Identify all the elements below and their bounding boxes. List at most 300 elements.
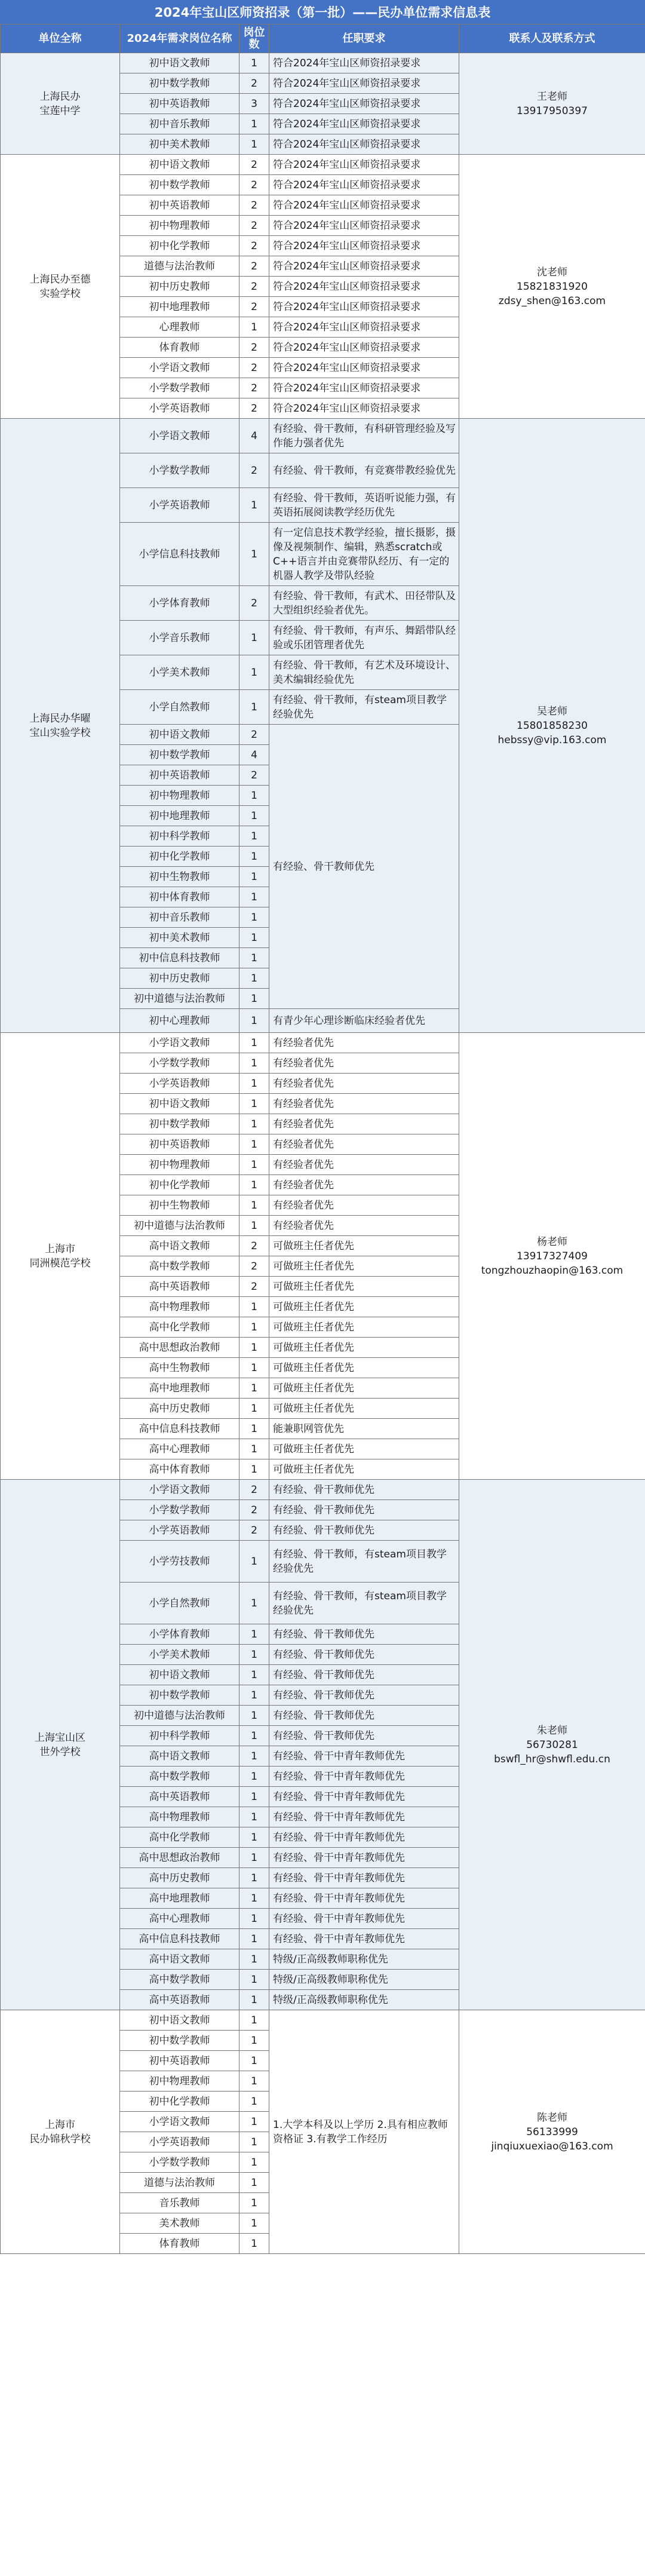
position-count: 1 bbox=[239, 968, 269, 989]
position-count: 2 bbox=[239, 195, 269, 216]
contact-info: 沈老师 15821831920 zdsy_shen@163.com bbox=[459, 155, 645, 419]
requirement-text: 有经验、骨干中青年教师优先 bbox=[269, 1767, 459, 1787]
position-count: 1 bbox=[239, 1949, 269, 1970]
position-count: 1 bbox=[239, 53, 269, 73]
requirement-text: 符合2024年宝山区师资招录要求 bbox=[269, 155, 459, 175]
position-name: 初中物理教师 bbox=[120, 1155, 239, 1175]
position-name: 心理教师 bbox=[120, 317, 239, 338]
position-count: 1 bbox=[239, 2213, 269, 2234]
requirement-text: 有经验者优先 bbox=[269, 1134, 459, 1155]
position-count: 1 bbox=[239, 1888, 269, 1909]
position-count: 1 bbox=[239, 1175, 269, 1195]
position-name: 小学数学教师 bbox=[120, 2152, 239, 2173]
requirement-text: 有经验者优先 bbox=[269, 1053, 459, 1074]
requirement-text: 有经验、骨干中青年教师优先 bbox=[269, 1787, 459, 1807]
position-count: 2 bbox=[239, 1236, 269, 1256]
requirement-text: 有一定信息技术教学经验，擅长摄影，摄像及视频制作、编辑，熟悉scratch或C++语言并由竞赛带队经历、有一定的机器人教学及带队经验 bbox=[269, 523, 459, 586]
position-name: 初中体育教师 bbox=[120, 887, 239, 907]
position-count: 4 bbox=[239, 745, 269, 765]
position-name: 高中语文教师 bbox=[120, 1746, 239, 1767]
position-count: 1 bbox=[239, 2152, 269, 2173]
requirement-text: 符合2024年宝山区师资招录要求 bbox=[269, 317, 459, 338]
position-count: 1 bbox=[239, 1419, 269, 1439]
position-count: 1 bbox=[239, 1338, 269, 1358]
school-name: 上海市 民办锦秋学校 bbox=[1, 2010, 120, 2254]
school-name: 上海市 同洲模范学校 bbox=[1, 1033, 120, 1480]
position-name: 高中语文教师 bbox=[120, 1949, 239, 1970]
header-requirements: 任职要求 bbox=[269, 24, 459, 53]
position-name: 初中美术教师 bbox=[120, 928, 239, 948]
position-name: 体育教师 bbox=[120, 2234, 239, 2254]
requirement-text: 有经验者优先 bbox=[269, 1155, 459, 1175]
position-count: 2 bbox=[239, 236, 269, 256]
position-name: 小学数学教师 bbox=[120, 1053, 239, 1074]
position-count: 1 bbox=[239, 2071, 269, 2092]
requirement-text: 可做班主任者优先 bbox=[269, 1399, 459, 1419]
position-name: 小学体育教师 bbox=[120, 1624, 239, 1645]
position-count: 1 bbox=[239, 1541, 269, 1583]
position-name: 初中物理教师 bbox=[120, 786, 239, 806]
position-name: 高中物理教师 bbox=[120, 1807, 239, 1827]
position-name: 高中生物教师 bbox=[120, 1358, 239, 1378]
position-name: 初中道德与法治教师 bbox=[120, 1706, 239, 1726]
position-count: 1 bbox=[239, 2112, 269, 2132]
position-count: 2 bbox=[239, 398, 269, 419]
position-name: 初中地理教师 bbox=[120, 806, 239, 826]
requirement-text: 特级/正高级教师职称优先 bbox=[269, 1949, 459, 1970]
requirement-text: 符合2024年宝山区师资招录要求 bbox=[269, 195, 459, 216]
position-count: 1 bbox=[239, 1929, 269, 1949]
requirement-text: 可做班主任者优先 bbox=[269, 1338, 459, 1358]
position-count: 1 bbox=[239, 1297, 269, 1317]
position-name: 初中化学教师 bbox=[120, 236, 239, 256]
position-name: 初中数学教师 bbox=[120, 175, 239, 195]
requirement-text: 符合2024年宝山区师资招录要求 bbox=[269, 398, 459, 419]
requirement-text: 有经验、骨干教师，有声乐、舞蹈带队经验或乐团管理者优先 bbox=[269, 621, 459, 655]
position-name: 道德与法治教师 bbox=[120, 2173, 239, 2193]
position-count: 1 bbox=[239, 1216, 269, 1236]
position-name: 初中历史教师 bbox=[120, 277, 239, 297]
position-name: 初中数学教师 bbox=[120, 745, 239, 765]
position-name: 音乐教师 bbox=[120, 2193, 239, 2213]
position-name: 初中历史教师 bbox=[120, 968, 239, 989]
requirement-text: 符合2024年宝山区师资招录要求 bbox=[269, 338, 459, 358]
position-count: 2 bbox=[239, 256, 269, 277]
position-name: 小学语文教师 bbox=[120, 419, 239, 453]
requirement-text: 有经验、骨干教师，有steam项目教学经验优先 bbox=[269, 690, 459, 725]
position-name: 初中英语教师 bbox=[120, 94, 239, 114]
position-name: 高中英语教师 bbox=[120, 1787, 239, 1807]
position-count: 1 bbox=[239, 1094, 269, 1114]
position-name: 高中思想政治教师 bbox=[120, 1848, 239, 1868]
position-count: 1 bbox=[239, 2132, 269, 2152]
position-name: 高中地理教师 bbox=[120, 1378, 239, 1399]
table-row bbox=[1, 53, 645, 73]
position-name: 初中信息科技教师 bbox=[120, 948, 239, 968]
page-title: 2024年宝山区师资招录（第一批）——民办单位需求信息表 bbox=[0, 0, 645, 24]
position-name: 初中科学教师 bbox=[120, 1726, 239, 1746]
position-count: 1 bbox=[239, 1134, 269, 1155]
position-count: 1 bbox=[239, 523, 269, 586]
position-count: 1 bbox=[239, 1155, 269, 1175]
header-position: 2024年需求岗位名称 bbox=[120, 24, 239, 53]
position-name: 初中语文教师 bbox=[120, 725, 239, 745]
position-name: 高中化学教师 bbox=[120, 1317, 239, 1338]
requirement-text: 有经验者优先 bbox=[269, 1033, 459, 1053]
position-count: 2 bbox=[239, 1277, 269, 1297]
position-count: 1 bbox=[239, 1970, 269, 1990]
requirement-text: 有青少年心理诊断临床经验者优先 bbox=[269, 1009, 459, 1033]
requirement-text: 有经验、骨干中青年教师优先 bbox=[269, 1746, 459, 1767]
position-count: 2 bbox=[239, 765, 269, 786]
position-name: 小学数学教师 bbox=[120, 1500, 239, 1520]
requirement-text: 符合2024年宝山区师资招录要求 bbox=[269, 134, 459, 155]
requirement-text: 1.大学本科及以上学历 2.具有相应教师资格证 3.有教学工作经历 bbox=[269, 2010, 459, 2254]
requirement-text: 有经验、骨干教师优先 bbox=[269, 1685, 459, 1706]
requirement-text: 有经验、骨干中青年教师优先 bbox=[269, 1848, 459, 1868]
position-count: 1 bbox=[239, 948, 269, 968]
position-name: 初中物理教师 bbox=[120, 2071, 239, 2092]
table-row bbox=[1, 2010, 645, 2031]
position-name: 小学英语教师 bbox=[120, 398, 239, 419]
position-count: 1 bbox=[239, 2051, 269, 2071]
requirement-text: 可做班主任者优先 bbox=[269, 1439, 459, 1459]
contact-info: 王老师 13917950397 bbox=[459, 53, 645, 155]
position-count: 2 bbox=[239, 277, 269, 297]
requirement-text: 有经验、骨干教师，有steam项目教学经验优先 bbox=[269, 1583, 459, 1624]
position-count: 1 bbox=[239, 1439, 269, 1459]
position-count: 1 bbox=[239, 1990, 269, 2010]
position-name: 初中语文教师 bbox=[120, 53, 239, 73]
requirement-text: 有经验、骨干教师优先 bbox=[269, 1480, 459, 1500]
position-count: 1 bbox=[239, 1868, 269, 1888]
position-count: 1 bbox=[239, 134, 269, 155]
position-name: 小学自然教师 bbox=[120, 690, 239, 725]
position-name: 高中地理教师 bbox=[120, 1888, 239, 1909]
school-name: 上海宝山区 世外学校 bbox=[1, 1480, 120, 2010]
position-name: 小学英语教师 bbox=[120, 2132, 239, 2152]
contact-info: 陈老师 56133999 jinqiuxuexiao@163.com bbox=[459, 2010, 645, 2254]
position-count: 1 bbox=[239, 1053, 269, 1074]
position-name: 小学数学教师 bbox=[120, 453, 239, 488]
requirement-text: 有经验、骨干教师优先 bbox=[269, 1706, 459, 1726]
contact-info: 吴老师 15801858230 hebssy@vip.163.com bbox=[459, 419, 645, 1033]
requirement-text: 符合2024年宝山区师资招录要求 bbox=[269, 378, 459, 398]
requirement-text: 有经验者优先 bbox=[269, 1114, 459, 1134]
position-count: 2 bbox=[239, 73, 269, 94]
position-count: 1 bbox=[239, 2173, 269, 2193]
requirement-text: 符合2024年宝山区师资招录要求 bbox=[269, 277, 459, 297]
table-row bbox=[1, 155, 645, 175]
position-count: 1 bbox=[239, 1685, 269, 1706]
position-count: 1 bbox=[239, 1807, 269, 1827]
position-name: 高中语文教师 bbox=[120, 1236, 239, 1256]
position-name: 高中体育教师 bbox=[120, 1459, 239, 1480]
requirement-text: 符合2024年宝山区师资招录要求 bbox=[269, 94, 459, 114]
position-name: 初中英语教师 bbox=[120, 765, 239, 786]
requirement-text: 有经验者优先 bbox=[269, 1216, 459, 1236]
position-count: 1 bbox=[239, 806, 269, 826]
requirement-text: 可做班主任者优先 bbox=[269, 1378, 459, 1399]
position-count: 1 bbox=[239, 1317, 269, 1338]
requirement-text: 有经验者优先 bbox=[269, 1074, 459, 1094]
requirement-text: 可做班主任者优先 bbox=[269, 1236, 459, 1256]
position-name: 小学美术教师 bbox=[120, 1645, 239, 1665]
position-name: 初中美术教师 bbox=[120, 134, 239, 155]
position-count: 1 bbox=[239, 1909, 269, 1929]
requirement-text: 有经验、骨干教师优先 bbox=[269, 725, 459, 1009]
requirement-text: 可做班主任者优先 bbox=[269, 1358, 459, 1378]
requirement-text: 可做班主任者优先 bbox=[269, 1277, 459, 1297]
position-name: 小学英语教师 bbox=[120, 1520, 239, 1541]
position-name: 初中化学教师 bbox=[120, 1175, 239, 1195]
requirement-text: 有经验、骨干教师，有竞赛带教经验优先 bbox=[269, 453, 459, 488]
position-name: 小学自然教师 bbox=[120, 1583, 239, 1624]
position-count: 2 bbox=[239, 175, 269, 195]
position-name: 初中语文教师 bbox=[120, 2010, 239, 2031]
requirement-text: 可做班主任者优先 bbox=[269, 1297, 459, 1317]
table-row bbox=[1, 1480, 645, 1500]
position-name: 初中英语教师 bbox=[120, 2051, 239, 2071]
position-count: 2 bbox=[239, 1480, 269, 1500]
requirement-text: 可做班主任者优先 bbox=[269, 1256, 459, 1277]
position-count: 1 bbox=[239, 2193, 269, 2213]
requirement-text: 有经验者优先 bbox=[269, 1195, 459, 1216]
table-body bbox=[1, 53, 645, 2254]
requirement-text: 特级/正高级教师职称优先 bbox=[269, 1970, 459, 1990]
position-name: 高中数学教师 bbox=[120, 1256, 239, 1277]
requirement-text: 可做班主任者优先 bbox=[269, 1317, 459, 1338]
position-count: 2 bbox=[239, 155, 269, 175]
position-count: 1 bbox=[239, 1399, 269, 1419]
position-count: 1 bbox=[239, 907, 269, 928]
position-name: 初中生物教师 bbox=[120, 867, 239, 887]
requirement-text: 有经验、骨干中青年教师优先 bbox=[269, 1888, 459, 1909]
position-count: 1 bbox=[239, 847, 269, 867]
position-count: 1 bbox=[239, 1767, 269, 1787]
position-name: 小学语文教师 bbox=[120, 1480, 239, 1500]
position-name: 初中音乐教师 bbox=[120, 907, 239, 928]
requirement-text: 有经验、骨干教师优先 bbox=[269, 1624, 459, 1645]
position-name: 高中数学教师 bbox=[120, 1767, 239, 1787]
table-row bbox=[1, 419, 645, 453]
requirement-text: 有经验、骨干教师，英语听说能力强，有英语拓展阅读教学经历优先 bbox=[269, 488, 459, 523]
position-name: 初中语文教师 bbox=[120, 155, 239, 175]
requirement-text: 有经验、骨干教师优先 bbox=[269, 1726, 459, 1746]
contact-info: 朱老师 56730281 bswfl_hr@shwfl.edu.cn bbox=[459, 1480, 645, 2010]
position-name: 初中道德与法治教师 bbox=[120, 1216, 239, 1236]
position-name: 小学英语教师 bbox=[120, 1074, 239, 1094]
position-name: 初中化学教师 bbox=[120, 847, 239, 867]
requirement-text: 符合2024年宝山区师资招录要求 bbox=[269, 297, 459, 317]
position-count: 1 bbox=[239, 317, 269, 338]
requirement-text: 有经验、骨干教师，有steam项目教学经验优先 bbox=[269, 1541, 459, 1583]
position-name: 初中数学教师 bbox=[120, 1685, 239, 1706]
requirement-text: 有经验、骨干中青年教师优先 bbox=[269, 1868, 459, 1888]
position-name: 初中英语教师 bbox=[120, 1134, 239, 1155]
position-count: 1 bbox=[239, 826, 269, 847]
position-count: 1 bbox=[239, 1665, 269, 1685]
position-count: 1 bbox=[239, 488, 269, 523]
position-count: 1 bbox=[239, 1827, 269, 1848]
requirement-text: 有经验、骨干教师，有艺术及环境设计、美术编辑经验优先 bbox=[269, 655, 459, 690]
requirement-text: 符合2024年宝山区师资招录要求 bbox=[269, 358, 459, 378]
header-row bbox=[1, 24, 645, 53]
position-name: 初中数学教师 bbox=[120, 1114, 239, 1134]
position-name: 美术教师 bbox=[120, 2213, 239, 2234]
position-name: 小学信息科技教师 bbox=[120, 523, 239, 586]
header-school: 单位全称 bbox=[1, 24, 120, 53]
position-count: 1 bbox=[239, 2010, 269, 2031]
position-count: 1 bbox=[239, 1358, 269, 1378]
position-count: 2 bbox=[239, 1256, 269, 1277]
position-count: 1 bbox=[239, 1848, 269, 1868]
requirement-text: 有经验、骨干中青年教师优先 bbox=[269, 1827, 459, 1848]
position-count: 1 bbox=[239, 1746, 269, 1767]
position-name: 小学语文教师 bbox=[120, 1033, 239, 1053]
position-name: 高中英语教师 bbox=[120, 1277, 239, 1297]
requirement-text: 符合2024年宝山区师资招录要求 bbox=[269, 236, 459, 256]
header-contact: 联系人及联系方式 bbox=[459, 24, 645, 53]
position-name: 高中化学教师 bbox=[120, 1827, 239, 1848]
position-name: 高中历史教师 bbox=[120, 1868, 239, 1888]
recruitment-table bbox=[0, 24, 645, 2254]
position-name: 小学体育教师 bbox=[120, 586, 239, 621]
position-count: 1 bbox=[239, 2234, 269, 2254]
position-name: 初中英语教师 bbox=[120, 195, 239, 216]
position-count: 1 bbox=[239, 655, 269, 690]
position-count: 1 bbox=[239, 928, 269, 948]
school-name: 上海民办至德 实验学校 bbox=[1, 155, 120, 419]
position-count: 1 bbox=[239, 1726, 269, 1746]
requirement-text: 可做班主任者优先 bbox=[269, 1459, 459, 1480]
position-name: 初中化学教师 bbox=[120, 2092, 239, 2112]
position-count: 1 bbox=[239, 114, 269, 134]
position-count: 1 bbox=[239, 887, 269, 907]
position-name: 道德与法治教师 bbox=[120, 256, 239, 277]
position-name: 体育教师 bbox=[120, 338, 239, 358]
position-count: 1 bbox=[239, 1114, 269, 1134]
position-name: 小学英语教师 bbox=[120, 488, 239, 523]
position-count: 3 bbox=[239, 94, 269, 114]
contact-info: 杨老师 13917327409 tongzhouzhaopin@163.com bbox=[459, 1033, 645, 1480]
position-name: 初中地理教师 bbox=[120, 297, 239, 317]
position-count: 4 bbox=[239, 419, 269, 453]
position-name: 高中信息科技教师 bbox=[120, 1419, 239, 1439]
position-name: 高中物理教师 bbox=[120, 1297, 239, 1317]
requirement-text: 有经验者优先 bbox=[269, 1175, 459, 1195]
position-count: 1 bbox=[239, 1195, 269, 1216]
position-name: 初中音乐教师 bbox=[120, 114, 239, 134]
requirement-text: 有经验、骨干中青年教师优先 bbox=[269, 1909, 459, 1929]
requirement-text: 符合2024年宝山区师资招录要求 bbox=[269, 175, 459, 195]
position-name: 小学语文教师 bbox=[120, 358, 239, 378]
position-count: 1 bbox=[239, 1459, 269, 1480]
position-count: 1 bbox=[239, 2031, 269, 2051]
position-count: 1 bbox=[239, 1624, 269, 1645]
position-count: 1 bbox=[239, 1378, 269, 1399]
requirement-text: 符合2024年宝山区师资招录要求 bbox=[269, 73, 459, 94]
position-count: 1 bbox=[239, 989, 269, 1009]
requirement-text: 有经验者优先 bbox=[269, 1094, 459, 1114]
position-name: 小学音乐教师 bbox=[120, 621, 239, 655]
position-name: 初中道德与法治教师 bbox=[120, 989, 239, 1009]
recruitment-table-container bbox=[0, 24, 645, 2254]
position-name: 小学劳技教师 bbox=[120, 1541, 239, 1583]
header-count: 岗位数 bbox=[239, 24, 269, 53]
position-count: 2 bbox=[239, 358, 269, 378]
position-count: 1 bbox=[239, 1074, 269, 1094]
position-count: 1 bbox=[239, 690, 269, 725]
position-count: 1 bbox=[239, 867, 269, 887]
position-name: 小学语文教师 bbox=[120, 2112, 239, 2132]
requirement-text: 符合2024年宝山区师资招录要求 bbox=[269, 256, 459, 277]
position-count: 2 bbox=[239, 378, 269, 398]
position-count: 1 bbox=[239, 1033, 269, 1053]
position-count: 2 bbox=[239, 725, 269, 745]
position-count: 2 bbox=[239, 1520, 269, 1541]
position-name: 高中心理教师 bbox=[120, 1439, 239, 1459]
position-name: 初中生物教师 bbox=[120, 1195, 239, 1216]
requirement-text: 有经验、骨干教师优先 bbox=[269, 1520, 459, 1541]
position-count: 2 bbox=[239, 453, 269, 488]
position-count: 1 bbox=[239, 2092, 269, 2112]
position-count: 2 bbox=[239, 586, 269, 621]
position-name: 高中数学教师 bbox=[120, 1970, 239, 1990]
requirement-text: 符合2024年宝山区师资招录要求 bbox=[269, 216, 459, 236]
position-count: 2 bbox=[239, 216, 269, 236]
position-count: 2 bbox=[239, 297, 269, 317]
position-name: 小学数学教师 bbox=[120, 378, 239, 398]
position-name: 初中数学教师 bbox=[120, 73, 239, 94]
position-name: 高中心理教师 bbox=[120, 1909, 239, 1929]
school-name: 上海民办华曜 宝山实验学校 bbox=[1, 419, 120, 1033]
position-name: 高中英语教师 bbox=[120, 1990, 239, 2010]
position-count: 2 bbox=[239, 1500, 269, 1520]
table-row bbox=[1, 1033, 645, 1053]
requirement-text: 有经验、骨干教师优先 bbox=[269, 1500, 459, 1520]
position-count: 2 bbox=[239, 338, 269, 358]
requirement-text: 符合2024年宝山区师资招录要求 bbox=[269, 114, 459, 134]
position-name: 初中语文教师 bbox=[120, 1665, 239, 1685]
requirement-text: 有经验、骨干教师，有武术、田径带队及大型组织经验者优先。 bbox=[269, 586, 459, 621]
requirement-text: 有经验、骨干教师，有科研管理经验及写作能力强者优先 bbox=[269, 419, 459, 453]
position-count: 1 bbox=[239, 621, 269, 655]
requirement-text: 有经验、骨干中青年教师优先 bbox=[269, 1929, 459, 1949]
position-name: 初中数学教师 bbox=[120, 2031, 239, 2051]
requirement-text: 有经验、骨干教师优先 bbox=[269, 1665, 459, 1685]
position-name: 初中语文教师 bbox=[120, 1094, 239, 1114]
position-count: 1 bbox=[239, 786, 269, 806]
requirement-text: 特级/正高级教师职称优先 bbox=[269, 1990, 459, 2010]
position-name: 高中思想政治教师 bbox=[120, 1338, 239, 1358]
position-count: 1 bbox=[239, 1706, 269, 1726]
position-count: 1 bbox=[239, 1645, 269, 1665]
requirement-text: 能兼职网管优先 bbox=[269, 1419, 459, 1439]
position-name: 高中信息科技教师 bbox=[120, 1929, 239, 1949]
position-name: 初中物理教师 bbox=[120, 216, 239, 236]
position-name: 初中心理教师 bbox=[120, 1009, 239, 1033]
position-name: 高中历史教师 bbox=[120, 1399, 239, 1419]
requirement-text: 有经验、骨干教师优先 bbox=[269, 1645, 459, 1665]
position-name: 小学美术教师 bbox=[120, 655, 239, 690]
position-name: 初中科学教师 bbox=[120, 826, 239, 847]
position-count: 1 bbox=[239, 1583, 269, 1624]
position-count: 1 bbox=[239, 1009, 269, 1033]
requirement-text: 有经验、骨干中青年教师优先 bbox=[269, 1807, 459, 1827]
school-name: 上海民办 宝莲中学 bbox=[1, 53, 120, 155]
requirement-text: 符合2024年宝山区师资招录要求 bbox=[269, 53, 459, 73]
